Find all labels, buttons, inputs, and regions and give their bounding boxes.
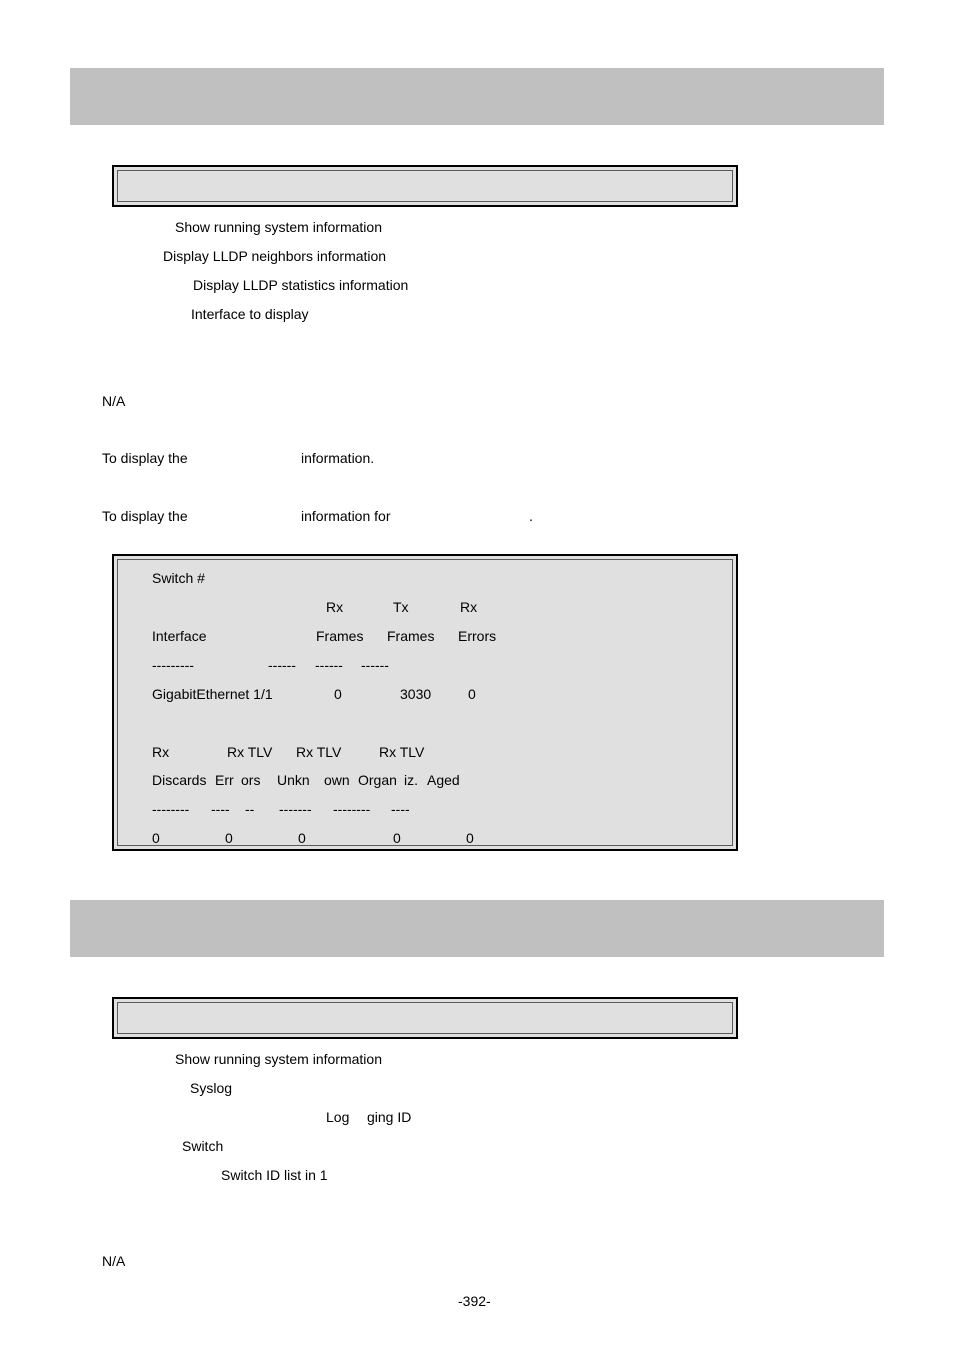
param-description: ging ID [367, 1109, 412, 1125]
param-description: Display LLDP statistics information [193, 277, 409, 293]
example-data-cell: 0 [152, 830, 160, 846]
example-separator: ------ [315, 657, 343, 673]
example-data-cell: 0 [468, 686, 476, 702]
default-value: N/A [102, 393, 126, 409]
example-header-cell: Rx TLV [227, 744, 273, 760]
example-header-cell: Rx [460, 599, 478, 615]
param-description: Syslog [190, 1080, 233, 1096]
example-header-cell: Unkn [277, 772, 310, 788]
example-header-cell: Err [215, 772, 234, 788]
example-data-cell: 3030 [400, 686, 432, 702]
param-description: Display LLDP neighbors information [163, 248, 387, 264]
example-header-cell: Frames [316, 628, 364, 644]
example-data-cell: GigabitEthernet 1/1 [152, 686, 273, 702]
example-data-cell: 0 [225, 830, 233, 846]
param-description: Show running system information [175, 1051, 382, 1067]
example-separator: -------- [333, 801, 371, 817]
example-separator: -- [245, 801, 255, 817]
param-description: Log [326, 1109, 350, 1125]
example-header-cell: own [324, 772, 350, 788]
example-header-cell: Aged [427, 772, 460, 788]
example-separator: ---- [391, 801, 410, 817]
usage-text: information for [301, 508, 391, 524]
command-syntax-box [112, 997, 738, 1039]
example-header-cell: Rx TLV [379, 744, 425, 760]
example-header-cell: Organ [358, 772, 397, 788]
section-heading-bar [70, 900, 884, 957]
param-description: Switch ID list in 1 [221, 1167, 328, 1183]
example-separator: ------- [279, 801, 312, 817]
example-prompt: Switch # [152, 570, 205, 586]
page-number: -392- [458, 1293, 491, 1309]
param-description: Interface to display [191, 306, 309, 322]
param-description: Show running system information [175, 219, 382, 235]
example-header-cell: Rx [152, 744, 170, 760]
example-data-cell: 0 [466, 830, 474, 846]
param-description: Switch [182, 1138, 224, 1154]
example-header-cell: iz. [404, 772, 418, 788]
section-heading-bar [70, 68, 884, 125]
example-data-cell: 0 [298, 830, 306, 846]
example-separator: ------ [268, 657, 296, 673]
usage-text: information. [301, 450, 375, 466]
default-value: N/A [102, 1253, 126, 1269]
usage-text: . [529, 508, 533, 524]
example-data-cell: 0 [393, 830, 401, 846]
example-data-cell: 0 [334, 686, 342, 702]
example-header-cell: Rx [326, 599, 344, 615]
example-header-cell: Tx [393, 599, 409, 615]
command-syntax-box [112, 165, 738, 207]
example-output-box [112, 554, 738, 851]
usage-text: To display the [102, 508, 188, 524]
example-header-cell: Rx TLV [296, 744, 342, 760]
example-header-cell: Discards [152, 772, 207, 788]
usage-text: To display the [102, 450, 188, 466]
example-separator: ---- [211, 801, 230, 817]
example-header-cell: ors [241, 772, 261, 788]
example-header-cell: Errors [458, 628, 497, 644]
example-separator: ------ [361, 657, 389, 673]
example-separator: --------- [152, 657, 194, 673]
example-header-cell: Interface [152, 628, 207, 644]
example-header-cell: Frames [387, 628, 435, 644]
example-separator: -------- [152, 801, 190, 817]
